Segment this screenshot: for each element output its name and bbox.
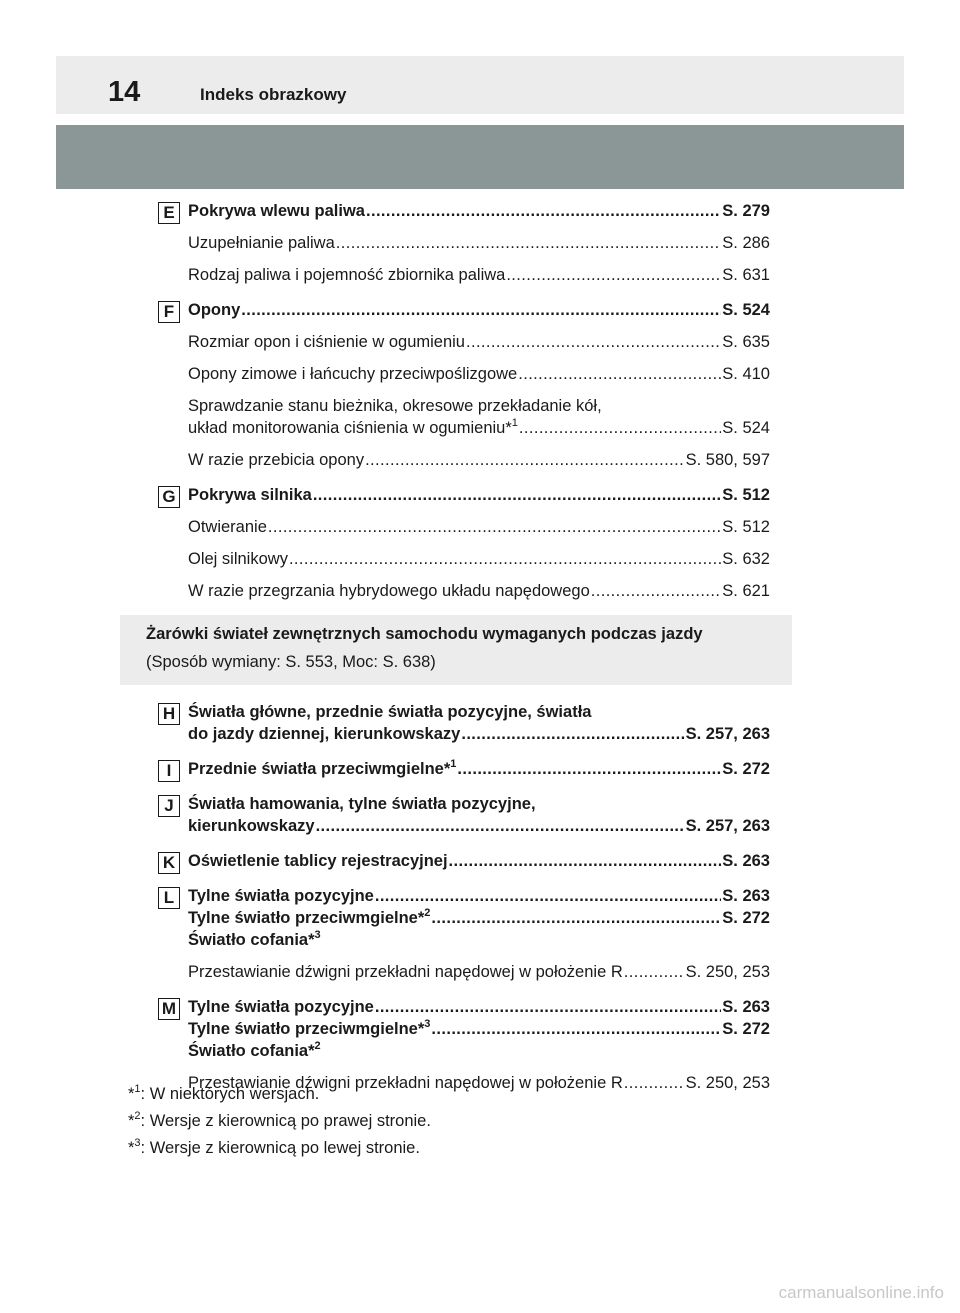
page-reference: S. 621 bbox=[722, 582, 770, 600]
entry-label: Opony zimowe i łańcuchy przeciwpoślizgowe bbox=[188, 365, 518, 383]
entry-label: Tylne światło przeciwmgielne* bbox=[188, 909, 425, 927]
index-entry bbox=[158, 299, 770, 471]
footnote-marker: 1 bbox=[450, 758, 457, 770]
entry-text bbox=[188, 1018, 430, 1040]
entry-text bbox=[188, 580, 590, 602]
callout-letter: M bbox=[158, 998, 180, 1020]
dot-leader bbox=[431, 907, 721, 929]
entry-label: do jazdy dziennej, kierunkowskazy bbox=[188, 725, 461, 743]
index-entry bbox=[158, 484, 770, 602]
index-row bbox=[188, 516, 770, 538]
footnote-marker: 2 bbox=[424, 907, 431, 919]
index-row bbox=[188, 232, 770, 254]
entry-text-line: Światła główne, przednie światła pozycyjne, światła bbox=[188, 703, 592, 721]
callout-letter: E bbox=[158, 202, 180, 224]
index-row bbox=[188, 299, 770, 321]
index-row bbox=[188, 417, 770, 439]
dot-leader bbox=[457, 758, 721, 780]
index-content bbox=[146, 200, 770, 1107]
page-reference: S. 263 bbox=[722, 998, 770, 1016]
index-row bbox=[188, 331, 770, 353]
bulbs-box-subtitle: (Sposób wymiany: S. 553, Moc: S. 638) bbox=[146, 653, 436, 671]
index-row bbox=[188, 907, 770, 929]
dot-leader bbox=[506, 264, 721, 286]
dot-leader bbox=[519, 417, 721, 439]
page-reference: S. 580, 597 bbox=[685, 451, 770, 469]
dot-leader bbox=[241, 299, 721, 321]
footnote-text: : Wersje z kierownicą po prawej stronie. bbox=[140, 1112, 431, 1130]
entry-text bbox=[188, 484, 312, 506]
dot-leader bbox=[366, 200, 721, 222]
dot-leader bbox=[365, 449, 685, 471]
dot-leader bbox=[624, 961, 685, 983]
entry-label: W razie przegrzania hybrydowego układu napędowego bbox=[188, 582, 590, 600]
callout-letter: J bbox=[158, 795, 180, 817]
entry-text bbox=[188, 200, 365, 222]
index-row bbox=[188, 363, 770, 385]
entry-text bbox=[188, 996, 374, 1018]
index-row bbox=[188, 996, 770, 1018]
entry-label: W razie przebicia opony bbox=[188, 451, 365, 469]
footnote-number: 1 bbox=[134, 1083, 141, 1095]
entry-label: Uzupełnianie paliwa bbox=[188, 234, 335, 252]
index-row bbox=[188, 850, 770, 872]
footnote-number: 2 bbox=[134, 1110, 141, 1122]
index-row bbox=[188, 723, 770, 745]
footnote-marker: 2 bbox=[314, 1040, 321, 1052]
entry-text bbox=[188, 264, 505, 286]
index-row bbox=[188, 580, 770, 602]
entry-label: Oświetlenie tablicy rejestracyjnej bbox=[188, 852, 448, 870]
entry-text bbox=[188, 417, 518, 439]
page-reference: S. 512 bbox=[722, 518, 770, 536]
dot-leader bbox=[431, 1018, 721, 1040]
section-title: Indeks obrazkowy bbox=[200, 85, 347, 104]
index-entry bbox=[158, 885, 770, 983]
footnote-text: : W niektórych wersjach. bbox=[140, 1085, 320, 1103]
index-entry bbox=[158, 793, 770, 837]
page-reference: S. 272 bbox=[722, 760, 770, 778]
page-reference: S. 279 bbox=[722, 202, 770, 220]
entry-label: kierunkowskazy bbox=[188, 817, 315, 835]
entry-text bbox=[188, 850, 448, 872]
entry-label: Przestawianie dźwigni przekładni napędowej w położenie R bbox=[188, 1074, 623, 1092]
footnote-asterisk: * bbox=[128, 1085, 135, 1103]
footnote bbox=[128, 1137, 431, 1159]
page-reference: S. 250, 253 bbox=[685, 963, 770, 981]
entry-text-line bbox=[188, 929, 770, 951]
dot-leader bbox=[375, 996, 721, 1018]
entry-label: Tylne światła pozycyjne bbox=[188, 998, 374, 1016]
page-reference: S. 524 bbox=[722, 301, 770, 319]
page-number: 14 bbox=[108, 76, 141, 108]
footnote-number: 3 bbox=[134, 1137, 141, 1149]
dot-leader bbox=[313, 484, 721, 506]
index-row bbox=[188, 264, 770, 286]
callout-letter: G bbox=[158, 486, 180, 508]
entry-label: Rodzaj paliwa i pojemność zbiornika paliwa bbox=[188, 266, 506, 284]
callout-letter: F bbox=[158, 301, 180, 323]
entry-label: Olej silnikowy bbox=[188, 550, 288, 568]
entry-label: Otwieranie bbox=[188, 518, 267, 536]
dot-leader bbox=[624, 1072, 685, 1094]
entry-text-line: Światła hamowania, tylne światła pozycyjne, bbox=[188, 795, 536, 813]
entry-label: Pokrywa silnika bbox=[188, 486, 312, 504]
index-entry bbox=[158, 996, 770, 1094]
callout-letter: K bbox=[158, 852, 180, 874]
entry-text bbox=[188, 907, 430, 929]
entry-label: Tylne światło przeciwmgielne* bbox=[188, 1020, 425, 1038]
page-reference: S. 512 bbox=[722, 486, 770, 504]
page-reference: S. 250, 253 bbox=[685, 1074, 770, 1092]
entry-text bbox=[188, 516, 267, 538]
page-reference: S. 263 bbox=[722, 887, 770, 905]
page-reference: S. 257, 263 bbox=[685, 817, 770, 835]
entry-text bbox=[188, 885, 374, 907]
entry-text: Światło cofania* bbox=[188, 1042, 315, 1060]
dot-leader bbox=[449, 850, 722, 872]
index-entry bbox=[158, 850, 770, 872]
page-reference: S. 632 bbox=[722, 550, 770, 568]
entry-text bbox=[188, 961, 623, 983]
index-entry bbox=[158, 701, 770, 745]
entry-text bbox=[188, 548, 288, 570]
entry-label: Przestawianie dźwigni przekładni napędowej w położenie R bbox=[188, 963, 623, 981]
index-row bbox=[188, 200, 770, 222]
footnote bbox=[128, 1110, 431, 1132]
watermark: carmanualsonline.info bbox=[778, 1283, 944, 1302]
page-reference: S. 286 bbox=[722, 234, 770, 252]
entry-label: Rozmiar opon i ciśnienie w ogumieniu bbox=[188, 333, 465, 351]
index-row bbox=[188, 758, 770, 780]
callout-letter: L bbox=[158, 887, 180, 909]
index-row bbox=[188, 484, 770, 506]
index-row bbox=[188, 885, 770, 907]
page-reference: S. 410 bbox=[722, 365, 770, 383]
footnote-marker: 1 bbox=[511, 417, 518, 429]
entry-text bbox=[188, 723, 460, 745]
index-row bbox=[188, 449, 770, 471]
entries-group bbox=[158, 200, 770, 602]
footnote-marker: 3 bbox=[424, 1018, 431, 1030]
index-row bbox=[188, 1018, 770, 1040]
entry-text-line bbox=[188, 1040, 770, 1062]
entry-label: Opony bbox=[188, 301, 241, 319]
dot-leader bbox=[375, 885, 721, 907]
index-row bbox=[188, 961, 770, 983]
page-reference: S. 272 bbox=[722, 1020, 770, 1038]
page-reference: S. 272 bbox=[722, 909, 770, 927]
index-entry bbox=[158, 758, 770, 780]
entry-text bbox=[188, 363, 517, 385]
dot-leader bbox=[336, 232, 722, 254]
lights-group bbox=[158, 701, 770, 1094]
dot-leader bbox=[518, 363, 721, 385]
entry-text bbox=[188, 299, 240, 321]
dot-leader bbox=[289, 548, 721, 570]
page-reference: S. 263 bbox=[722, 852, 770, 870]
callout-letter: I bbox=[158, 760, 180, 782]
index-row bbox=[188, 815, 770, 837]
bulbs-box-title: Żarówki świateł zewnętrznych samochodu wymaganych podczas jazdy bbox=[146, 625, 703, 643]
illustration-band bbox=[56, 125, 904, 189]
dot-leader bbox=[466, 331, 721, 353]
dot-leader bbox=[316, 815, 685, 837]
footnote-text: : Wersje z kierownicą po lewej stronie. bbox=[140, 1139, 420, 1157]
entry-label: Tylne światła pozycyjne bbox=[188, 887, 374, 905]
footnotes bbox=[128, 1083, 431, 1164]
page-reference: S. 257, 263 bbox=[685, 725, 770, 743]
entry-text bbox=[188, 758, 456, 780]
dot-leader bbox=[591, 580, 722, 602]
header-band bbox=[56, 56, 904, 114]
footnote-asterisk: * bbox=[128, 1139, 135, 1157]
page-reference: S. 524 bbox=[722, 419, 770, 437]
footnote-marker: 3 bbox=[314, 929, 321, 941]
index-row bbox=[188, 548, 770, 570]
entry-text-line: Sprawdzanie stanu bieżnika, okresowe przekładanie kół, bbox=[188, 397, 602, 415]
entry-label: Pokrywa wlewu paliwa bbox=[188, 202, 365, 220]
dot-leader bbox=[461, 723, 684, 745]
entry-text bbox=[188, 331, 465, 353]
footnote bbox=[128, 1083, 431, 1105]
entry-text bbox=[188, 232, 335, 254]
entry-label: Przednie światła przeciwmgielne* bbox=[188, 760, 451, 778]
page-reference: S. 631 bbox=[722, 266, 770, 284]
index-entry bbox=[158, 200, 770, 286]
bulbs-box bbox=[120, 615, 792, 685]
entry-text bbox=[188, 815, 315, 837]
entry-text: Światło cofania* bbox=[188, 931, 315, 949]
callout-letter: H bbox=[158, 703, 180, 725]
entry-label: układ monitorowania ciśnienia w ogumieniu* bbox=[188, 419, 512, 437]
footnote-asterisk: * bbox=[128, 1112, 135, 1130]
page-reference: S. 635 bbox=[722, 333, 770, 351]
dot-leader bbox=[268, 516, 721, 538]
entry-text bbox=[188, 449, 364, 471]
